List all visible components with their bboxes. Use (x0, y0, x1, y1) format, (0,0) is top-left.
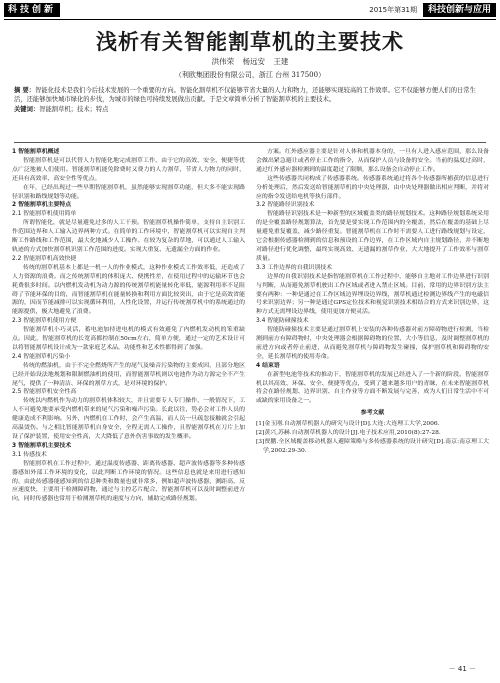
subsection-heading: 3.4 智能防碰撞技术 (256, 318, 309, 325)
keywords-text: 智能割草机；技术；特点 (39, 106, 109, 114)
subsection-heading: 2.2 智能割草机高效快捷 (12, 255, 77, 262)
page-number: － 41 － (448, 665, 476, 673)
abstract-block (14, 86, 486, 115)
keywords-label: 关键词： (14, 106, 40, 114)
body-paragraph: 传统以内燃机作为动力的割草机体积较大，并且需要专人专门操作，一般情况下，工人不可避免地要承受内燃机带来的尾气污染和噪声污染。长此以往，势必会对工作人员的健康造成不利影响。另外，内燃机在工作时，会产生高温，而人员一旦疏忽接触就会引起高温烫伤。与之相比智能割草机自身安全，全程无需人工操作，且智能割草机在刀片上加设了保护装置，使用安全性高，大大降低了意外伤害事故的发生概率。 (12, 398, 245, 440)
subsection-heading: 2.3 智能割草机使用方便 (12, 318, 77, 325)
affiliation: （利欧集团股份有限公司，浙江 台州 317500） (174, 71, 326, 79)
body-paragraph: 在新型电池等技术的推动下，智能割草机的发展已经进入了一个新的阶段。智能割草机以其高效、环保、安全、便捷等优点，受到了越来越多用户的青睐，在未来智能割草机将会在路径规划、边界识别、自主作业等方面不断发展与完善，成为人们日常生活中不可或缺的家用设备之一。 (256, 371, 489, 405)
abstract-label: 摘 要： (14, 87, 36, 94)
left-column (12, 148, 245, 504)
references-heading: 参考文献 (360, 410, 385, 417)
reference-item: [2]黄兴,苏赫.自动割草机器人的设计[J].电子技术应用,2010(8):27-28. (256, 430, 441, 437)
subsection-heading: 2.4 智能割草机污染小 (12, 353, 71, 360)
authors: 洪伟荣 杨远安 王建 (211, 57, 289, 66)
header-rule (4, 19, 496, 20)
body-paragraph: 智能割草机是可以代替人力智能化地完成割草工作，由于它的高效、安全、便捷等优点广泛地被人们使用。智能割草机能免除费时又费力的人力割草，节省人力物力的同时，还具有高效率、高安全性等优点。 (12, 157, 245, 182)
section-heading: 3 智能割草机主要技术 (12, 442, 72, 449)
reference-item: [1]金玉刚.自动割草机器人的研究与设计[D].大连:大连理工大学,2006. (256, 421, 440, 428)
right-column (256, 148, 489, 456)
keywords (14, 105, 486, 114)
article-title: 浅析有关智能割草机的主要技术 (96, 30, 404, 54)
subsection-heading: 3.3 工作边界的自我识别技术 (256, 264, 333, 271)
body-paragraph: 智能路径识别技术是一种新型的区域覆盖类的路径规划技术。这种路径规划系统采用的是全覆盖路径规划算法，首先要是要实现工作范围内的全覆盖，然后在覆盖的基础上尽量避免重复覆盖，减少路径重复。智能割草机在工作时不需要人工进行路线规划与设定，它会根据传感器检测到的信息和预设的工作边界，在工作区域内自主规划路径，并不断地对路径进行优化调整，最终实现高效、无遗漏的割草作业，大大地提升了工作效率与割草质量。 (256, 211, 489, 262)
abstract (14, 86, 486, 104)
body-paragraph: 智能割草机小巧灵活，蓄电池加持进电机的模式有效避免了内燃机发动机的笨重缺点。因此，智能割草机的长宽高都控制在50cm左右，简单方便，通过一定的艺术设计可以将智能割草机设计成为一款家庭艺术品，功能性和艺术性都得到了加强。 (12, 327, 245, 351)
body-paragraph: 边界的自我识别技术是指智能割草机在工作过程中，能够自主地对工作边界进行识别与判断，从而避免割草机驶出工作区域或者进入禁止区域。目前，常用的边界识别方法主要有两种：一种是通过在工作区域边界埋设边界线，割草机通过检测边界线产生的电磁信号来识别边界；另一种是通过GPS定位技术和视觉识别技术相结合的方式来识别边界，这种方式无需埋设边界线，使用更加方便灵活。 (256, 273, 489, 316)
body-paragraph: 智能防碰撞技术主要是通过割草机上安装的各种传感器对前方障碍物进行检测，当检测到前方有障碍物时，中央处理器会根据障碍物的位置、大小等信息，及时调整割草机的前进方向或者停止前进，从而避免割草机与障碍物发生碰撞，保护割草机和障碍物的安全，延长割草机的使用寿命。 (256, 327, 489, 360)
abstract-separator (14, 142, 486, 143)
section-heading: 4 结束语 (256, 362, 280, 369)
subsection-heading: 2.1 智能割草机使用简单 (12, 211, 77, 218)
body-paragraph: 方案。红外感应器主要是针对人体和机器本身的，一旦有人进入感应范围，那么设备会做出紧急避让或者停止工作的指令，从而保护人员与设备的安全。当前的温度过高时，通过红外感应器检测到的温度超过了限额，那么设备会自动停止工作。 (256, 149, 489, 173)
body-paragraph: 在年，已经出现过一些早期智能割草机，虽然能够实现割草功能，但大多不能实现路径识别和路线规划等功能。 (12, 184, 245, 200)
body-paragraph: 传统的割草机基本上都是一机一人的作业模式，这种作业模式工作效率低，还造成了人力资源的浪费。而之传统割草机的体积庞大、便携性差，在使用过程中的运输环节也会耗费很多时间。以内燃机发动机为动力源的传统割草机能量转化率低，能源利用率不足阻碍了节能环保的目的，而智能割草机在能量转换和利用方面比较突出，由于它是高效省能源的，因而节能减排可以实现循环利用，人性化设置，并运行传统割草机中的系统通过的能源提供，极大地避免了浪费。 (12, 264, 245, 316)
section-label-right: 科技创新与应用 (423, 3, 496, 17)
header-right (369, 3, 496, 17)
body-paragraph: 传统的燃油机，由于不完全燃烧所产生的尾气及噪音污染物的主要成因，且部分地区已经开始设法地规划和限制燃油机的使用，而智能割草机则以电池作为动力源完全不产生尾气，提供了一种清洁、环保的割草方式，是对环境的保护。 (12, 362, 245, 387)
abstract-text: 智能化技术是我们今后技术发展的一个重要的方向。智能化割草机不仅能够节省大量的人力和物力，还能够实现较高的工作效率。它不仅能够方便人们的日常生活，还能够加快城市绿化的步伐，为城市的绿色可持续发展做出贡献。于是文章简单分析了智能割草机的主要技术。 (14, 87, 476, 104)
subsection-heading: 3.2 智能路径识别技术 (256, 202, 315, 209)
body-paragraph: 所谓智能化，就是尽量避免过多的人工干预。智能割草机操作简单，支持自主识别工作范围边界和人工输入边界两种方式。在简单的工作环境中，智能割草机可以实现自主判断工作路线和工作范围，最大化地减少人工操作。在较为复杂的草地，可以通过人工输入轨迹的方式加快割草机识别工作范围的进度。实现大重复、无遗漏全方面的作业。 (12, 220, 245, 253)
page-header (0, 0, 500, 22)
body-paragraph: 智能割草机在工作过程中，通过温度传感器、距离传感器、超声波传感器等多种传感器感知外部工作环境的变化，以此判断工作环境的情况。这些信息也就是来用进行感知的，由此传感器能感知到的信息种类和数量也就非常多，例如超声波传感器，测距高，反应速度快，主要用于检测障碍物，通过与主控芯片配合，智能割草机可以及时调整前进方向，同时传感器也常用于检测割草机的速度与方向，辅助完成路径规划。 (12, 460, 245, 503)
subsection-heading: 2.5 智能割草机安全性高 (12, 389, 77, 396)
issue-label: 2015年第31期 (369, 6, 417, 14)
reference-item: [3]贾鹏.全区域覆盖移动机器人避障策略与多传感器系统的设计研究[D].南京:南京理工大学,2002:29-30. (256, 439, 489, 454)
section-heading: 2 智能割草机主要特点 (12, 202, 72, 209)
section-label-left: 科技创新 (4, 3, 60, 17)
subsection-heading: 3.1 传感技术 (12, 451, 47, 458)
section-heading: 1 智能割草机概述 (12, 149, 60, 155)
body-paragraph: 这些传感器共同构成了传感器系统。传感器系统通过将各个传感器所捕获的信息进行分析处理后，然后发送给智能割草机的中央处理器，由中央处理器做出相应判断，并将对应的指令发送给电机等执行部件。 (256, 175, 489, 200)
